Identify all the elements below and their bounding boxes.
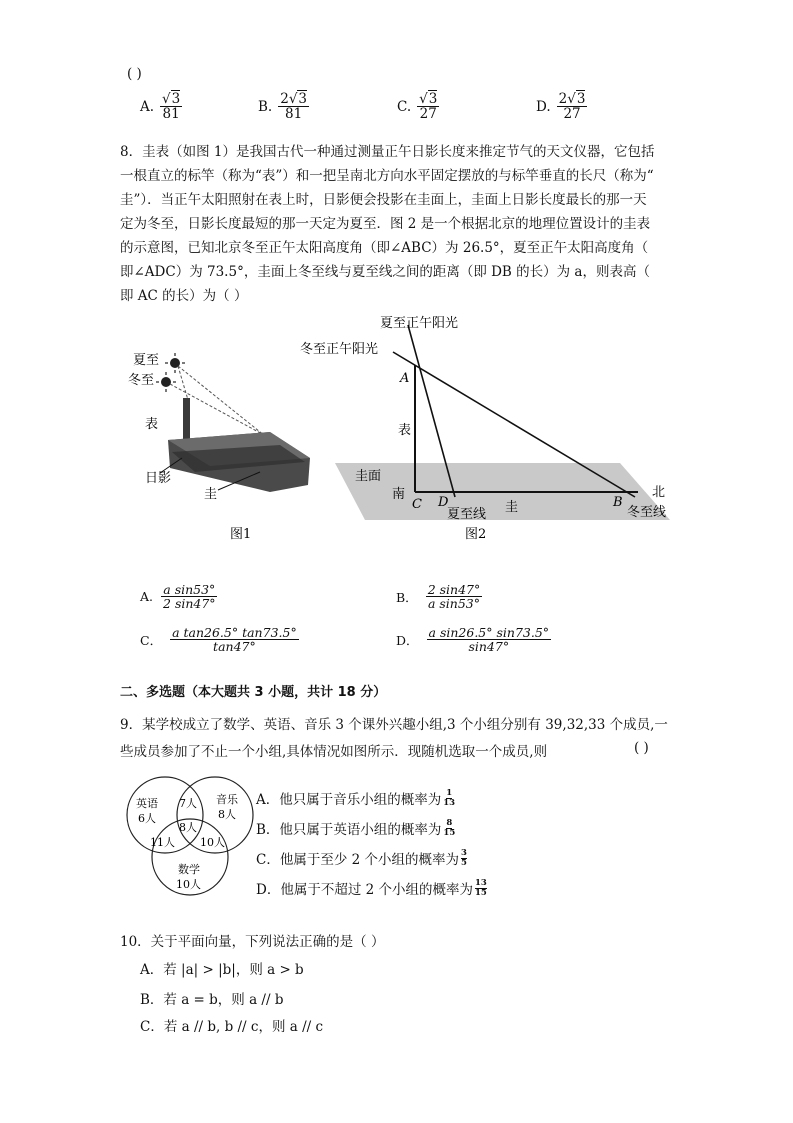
fig2-summer-light: 夏至正午阳光 xyxy=(380,316,459,331)
q8-stem-line: 即∠ADC）为 73.5°，圭面上冬至线与夏至线之间的距离（即 DB 的长）为 a，则表高（ xyxy=(120,264,650,280)
q8-option xyxy=(140,626,299,653)
numerator: 8 xyxy=(446,818,453,828)
option-label: B. xyxy=(258,98,273,115)
venn-math-count: 10人 xyxy=(176,878,201,891)
section-heading: 二、多选题（本大题共 3 小题，共计 18 分） xyxy=(120,685,387,700)
venn-diagram xyxy=(120,770,260,905)
denominator: 15 xyxy=(475,887,487,898)
radicand: 3 xyxy=(428,91,438,107)
numerator: 1 xyxy=(446,788,453,798)
option-label: C. xyxy=(397,98,412,115)
q9-option xyxy=(256,848,467,868)
q8-stem-line: 圭”）．当正午太阳照射在表上时，日影便会投影在圭面上，圭面上日影长度最长的那一天 xyxy=(120,192,647,208)
q9-bracket: ( ) xyxy=(634,740,649,756)
fraction xyxy=(417,92,439,121)
fig2-summer-line: 夏至线 xyxy=(447,507,487,522)
fraction xyxy=(160,92,182,121)
q8-option xyxy=(396,626,551,653)
q10-option: A．若 |a| > |b|，则 a > b xyxy=(140,962,304,978)
sqrt-icon: √ xyxy=(162,91,171,107)
option-label: D． xyxy=(396,632,419,648)
option-text: A．他只属于音乐小组的概率为 xyxy=(256,792,442,808)
point-C: C xyxy=(412,497,422,512)
numerator: 3 xyxy=(461,848,467,858)
fig1-caption: 图1 xyxy=(230,527,252,540)
coef: 2 xyxy=(280,91,289,107)
fraction xyxy=(170,626,299,653)
sqrt-icon: √ xyxy=(288,91,298,107)
q8-option xyxy=(396,583,482,610)
denominator: 15 xyxy=(443,827,456,838)
denominator: 27 xyxy=(419,106,437,123)
fig2-winter-line: 冬至线 xyxy=(627,505,667,520)
numerator xyxy=(160,92,182,107)
point-B: B xyxy=(613,495,623,510)
figure-2 xyxy=(290,310,680,545)
fraction xyxy=(557,92,588,121)
fig2-winter-light: 冬至正午阳光 xyxy=(300,342,379,357)
point-A: A xyxy=(400,371,410,386)
venn-emath-count: 11人 xyxy=(150,836,175,849)
q7-option xyxy=(258,92,309,121)
q8-stem-line: 8．圭表（如图 1）是我国古代一种通过测量正午日影长度来推定节气的天文仪器，它包括 xyxy=(120,144,655,160)
fraction xyxy=(443,819,455,837)
q7-option xyxy=(397,92,439,121)
numerator xyxy=(417,92,439,107)
fig1-label-gui: 圭 xyxy=(204,487,218,502)
option-label: A. xyxy=(140,98,155,115)
venn-all-count: 8人 xyxy=(179,821,197,834)
sqrt-icon: √ xyxy=(567,91,576,107)
q8-stem-line: 即 AC 的长）为（ ） xyxy=(120,288,248,304)
fig2-south: 南 xyxy=(392,487,406,502)
fraction xyxy=(461,849,467,867)
q8-stem-line: 一根直立的标竿（称为“表”）和一把呈南北方向水平固定摆放的与标竿垂直的长尺（称为“ xyxy=(120,168,654,184)
q8-stem-line: 的示意图，已知北京冬至正午太阳高度角（即∠ABC）为 26.5°，夏至正午太阳高度角（ xyxy=(120,240,649,256)
venn-em-count: 7人 xyxy=(179,797,197,810)
biao-rod xyxy=(183,398,190,443)
sun-winter-icon xyxy=(161,377,171,387)
venn-music-count: 8人 xyxy=(218,808,236,821)
q9-option xyxy=(256,788,455,808)
q9-option xyxy=(256,818,455,838)
q10-stem: 10．关于平面向量，下列说法正确的是（ ） xyxy=(120,934,385,950)
option-label: B． xyxy=(396,589,418,605)
denominator: 27 xyxy=(563,106,581,123)
option-label: A. xyxy=(140,589,154,605)
fig1-label-winter: 冬至 xyxy=(128,373,155,388)
fraction xyxy=(161,583,218,610)
fig1-label-summer: 夏至 xyxy=(133,353,160,368)
option-label: D. xyxy=(536,98,551,115)
numerator: 13 xyxy=(475,878,487,888)
fraction xyxy=(443,789,455,807)
option-label: C． xyxy=(140,632,163,648)
denominator: a sin53° xyxy=(427,596,480,612)
denominator: 81 xyxy=(162,106,180,123)
q8-stem-line: 定为冬至，日影长度最短的那一天定为夏至．图 2 是一个根据北京的地理位置设计的圭表 xyxy=(120,216,651,232)
radicand: 3 xyxy=(576,91,586,107)
venn-math-label: 数学 xyxy=(178,863,200,876)
denominator: 13 xyxy=(443,797,456,808)
fig2-guimian: 圭面 xyxy=(355,469,382,484)
point-D: D xyxy=(438,495,449,510)
venn-english-label: 英语 xyxy=(136,797,158,810)
numerator: a sin26.5° sin73.5° xyxy=(428,625,550,640)
q7-option xyxy=(140,92,182,121)
fraction xyxy=(427,626,552,653)
option-text: D．他属于不超过 2 个小组的概率为 xyxy=(256,882,473,898)
numerator xyxy=(278,92,309,107)
numerator: a sin53° xyxy=(163,582,216,597)
q9-option xyxy=(256,878,487,898)
option-text: B．他只属于英语小组的概率为 xyxy=(256,822,442,838)
q8-option xyxy=(140,583,218,610)
q7-bracket: ( ) xyxy=(127,66,142,82)
fraction xyxy=(278,92,309,121)
numerator xyxy=(557,92,588,107)
radicand: 3 xyxy=(298,91,308,107)
fraction xyxy=(475,879,487,897)
coef: 2 xyxy=(558,91,568,107)
denominator: sin47° xyxy=(468,639,510,655)
radicand: 3 xyxy=(171,91,181,107)
q9-stem-line1: 9．某学校成立了数学、英语、音乐 3 个课外兴趣小组,3 个小组分别有 39,32,33 个成员,一 xyxy=(120,717,668,733)
fraction xyxy=(426,583,483,610)
sqrt-icon: √ xyxy=(419,91,428,107)
fig1-label-riying: 日影 xyxy=(145,471,172,486)
fig2-gui: 圭 xyxy=(505,500,519,515)
q7-option xyxy=(536,92,587,121)
denominator: 5 xyxy=(461,857,467,868)
denominator: tan47° xyxy=(213,639,256,655)
q9-stem-line2: 些成员参加了不止一个小组,具体情况如图所示．现随机选取一个成员,则 xyxy=(120,744,548,760)
q10-option: C．若 a // b, b // c，则 a // c xyxy=(140,1019,324,1035)
venn-english-count: 6人 xyxy=(138,812,156,825)
fig2-caption: 图2 xyxy=(465,527,487,542)
numerator: a tan26.5° tan73.5° xyxy=(172,625,297,640)
venn-mmath-count: 10人 xyxy=(200,836,225,849)
fig2-north: 北 xyxy=(652,485,666,500)
venn-music-label: 音乐 xyxy=(216,793,238,806)
q10-option: B．若 a = b，则 a // b xyxy=(140,992,284,1008)
fig2-biao: 表 xyxy=(398,423,412,438)
denominator: 2 sin47° xyxy=(163,596,216,612)
denominator: 81 xyxy=(285,106,303,123)
numerator: 2 sin47° xyxy=(427,582,481,597)
fig1-label-biao: 表 xyxy=(145,417,159,432)
option-text: C．他属于至少 2 个小组的概率为 xyxy=(256,852,460,868)
